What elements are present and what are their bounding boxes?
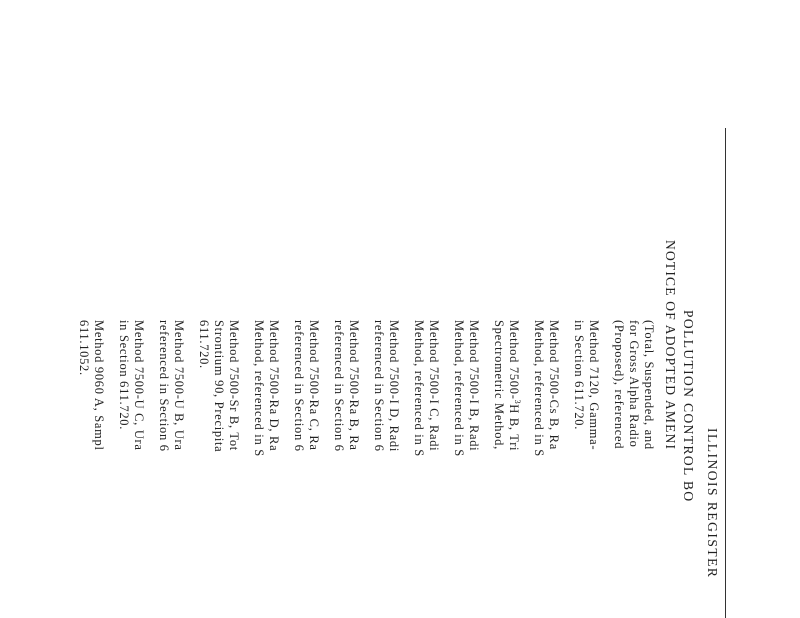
paragraph [411, 320, 441, 618]
text-line: Method, referenced in S [532, 320, 546, 457]
paragraph [196, 320, 241, 618]
notice-heading: NOTICE OF ADOPTED AMENI [663, 240, 678, 451]
paragraph [571, 320, 601, 618]
page-body [66, 320, 656, 618]
text-line: Method 7120, Gamma- [587, 320, 601, 451]
text-line: referenced in Section 6 [332, 320, 346, 452]
text-line: in Section 611.720. [117, 320, 131, 431]
text-line: Method 7500-Ra B, Ra [347, 320, 361, 451]
text-line: Method 7500-U B, Ura [172, 320, 186, 451]
paragraph [451, 320, 481, 618]
text-line: Method, referenced in S [412, 320, 426, 457]
text-line: for Gross Alpha Radio [627, 320, 641, 448]
rotated-page [68, 40, 728, 618]
paragraph [611, 320, 656, 618]
paragraph [331, 320, 361, 618]
text-line: Method 7500-I B, Radi [467, 320, 481, 452]
paragraph [156, 320, 186, 618]
text-line: Method, referenced in S [452, 320, 466, 457]
text-line: 611.1052. [77, 320, 91, 376]
paragraph [531, 320, 561, 618]
paragraph [371, 320, 401, 618]
text-line: in Section 611.720. [572, 320, 586, 431]
text-line: Method 7500-Sr B, Tot [227, 320, 241, 451]
text-line: Method 7500-Ra C, Ra [307, 320, 321, 451]
text-line: referenced in Section 6 [372, 320, 386, 452]
text-line: Method 7500-Ra D, Ra [267, 320, 281, 452]
text-line: Spectrometric Method, [492, 320, 506, 450]
paragraph [116, 320, 146, 618]
board-name: POLLUTION CONTROL BO [681, 310, 696, 503]
text-line: referenced in Section 6 [292, 320, 306, 452]
text-line: Method 7500-Cs B, Ra [547, 320, 561, 450]
text-line: Strontium 90, Precipita [212, 320, 226, 453]
superscript: 3 [513, 399, 523, 405]
text-line: Method 7500-$^3$H B, Tri [507, 320, 523, 452]
text-line: Method 9060 A, Sampl [92, 320, 106, 451]
text-line: (Total, Suspended, and [642, 320, 656, 450]
text-line: Method 7500-U C, Ura [132, 320, 146, 451]
text-line: referenced in Section 6 [157, 320, 171, 452]
paragraph [76, 320, 106, 618]
paragraph [491, 320, 521, 618]
text-line: 611.720. [197, 320, 211, 369]
register-title: ILLINOIS REGISTER [705, 428, 720, 579]
header-rule [725, 128, 726, 618]
text-line: Method, referenced in S [252, 320, 266, 457]
text-line: Method 7500-I C, Radi [427, 320, 441, 452]
text-line: Method 7500-I D, Radi [387, 320, 401, 453]
paragraph [251, 320, 281, 618]
paragraph [291, 320, 321, 618]
text-line: (Proposed), referenced [612, 320, 626, 450]
